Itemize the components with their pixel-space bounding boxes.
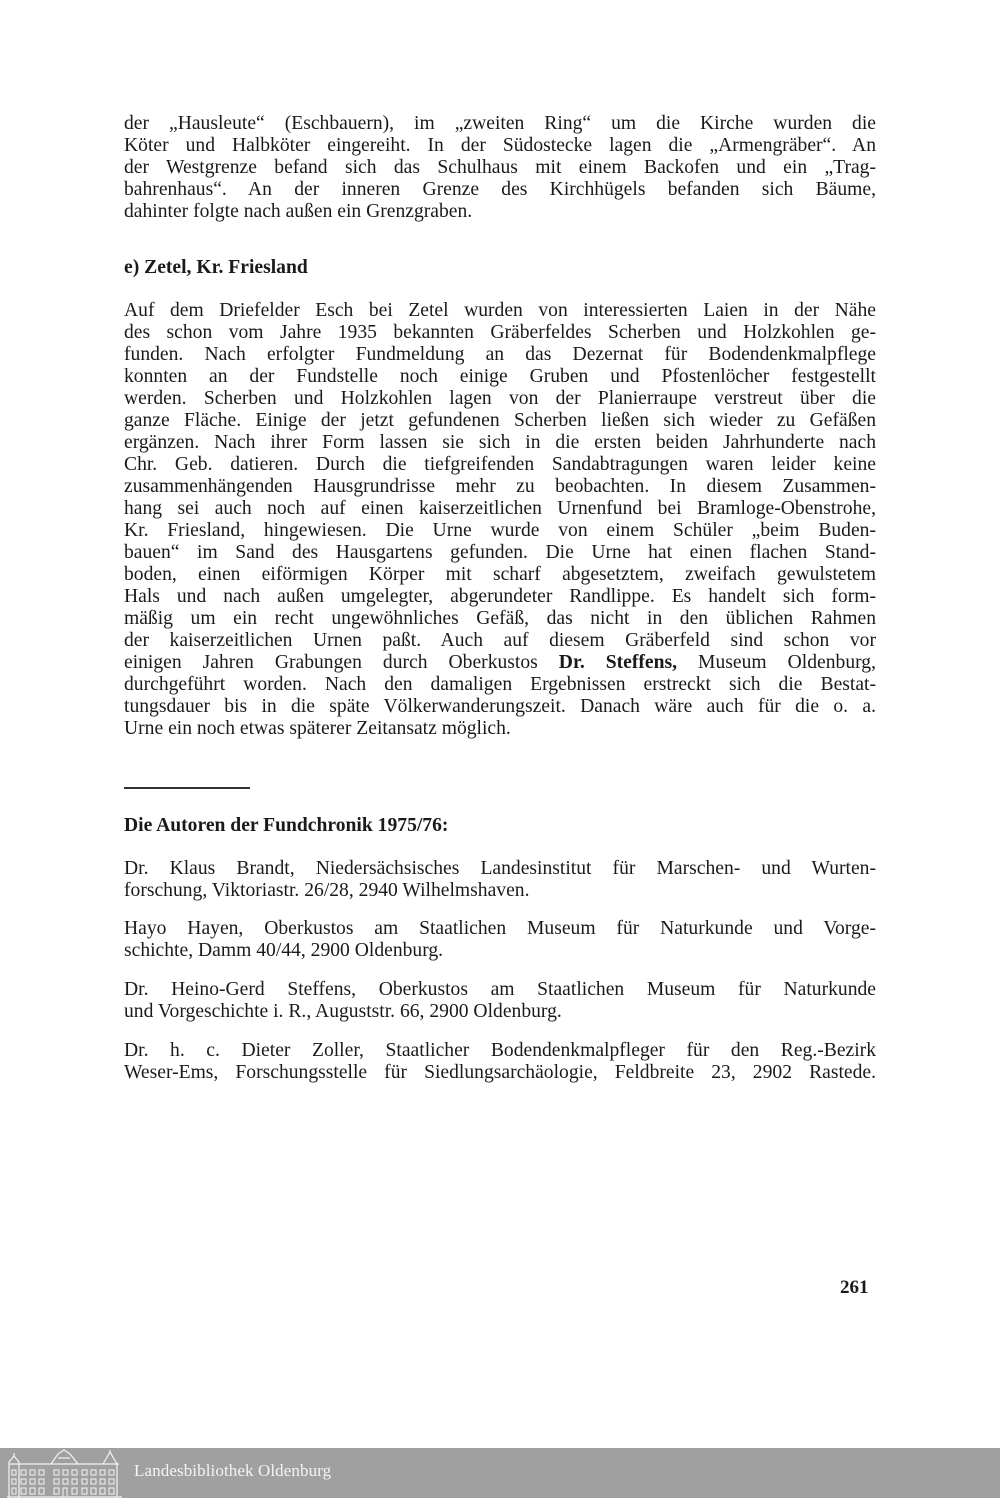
text-line: Dr. Klaus Brandt, Niedersächsisches Landesinstitut für Marschen- und Wurten- [124, 858, 876, 879]
library-name: Landesbibliothek Oldenburg [134, 1461, 332, 1480]
section-heading: e) Zetel, Kr. Friesland [124, 257, 308, 278]
bold-author-name: Dr. Steffens, [558, 652, 678, 673]
text-line: und Vorgeschichte i. R., Auguststr. 66, 2900 Oldenburg. [124, 1001, 562, 1022]
text-line: Hayo Hayen, Oberkustos am Staatlichen Museum für Naturkunde und Vorge- [124, 918, 876, 939]
zetel-paragraph [124, 300, 876, 740]
text-line: bahrenhaus“. An der inneren Grenze des Kirchhügels befanden sich Bäume, [124, 179, 876, 200]
text-line: Hals und nach außen umgelegter, abgerundeter Randlippe. Es handelt sich form- [124, 586, 876, 607]
text-line: Weser-Ems, Forschungsstelle für Siedlungsarchäologie, Feldbreite 23, 2902 Rastede. [124, 1062, 876, 1083]
section-divider-rule [124, 787, 250, 789]
text-line: durchgeführt worden. Nach den damaligen Ergebnissen erstreckt sich die Bestat- [124, 674, 876, 695]
author-entry [124, 1040, 876, 1084]
text-line: hang sei auch noch auf einen kaiserzeitlichen Urnenfund bei Bramloge-Obenstrohe, [124, 498, 876, 519]
footer-bar [0, 1448, 1000, 1498]
text-line: zusammenhängenden Hausgrundrisse mehr zu beobachten. In diesem Zusammen- [124, 476, 876, 497]
page-number: 261 [840, 1277, 869, 1298]
text-segment: einigen Jahren Grabungen durch Oberkustos [124, 652, 559, 673]
text-line: Köter und Halbköter eingereiht. In der Südostecke lagen die „Armengräber“. An [124, 135, 876, 156]
text-line: Urne ein noch etwas späterer Zeitansatz möglich. [124, 718, 511, 739]
text-segment: Museum Oldenburg, [677, 652, 876, 673]
intro-paragraph [124, 113, 876, 223]
text-line: der Westgrenze befand sich das Schulhaus mit einem Backofen und ein „Trag- [124, 157, 876, 178]
text-line: des schon vom Jahre 1935 bekannten Gräberfeldes Scherben und Holzkohlen ge- [124, 322, 876, 343]
text-line: konnten an der Fundstelle noch einige Gruben und Pfostenlöcher festgestellt [124, 366, 876, 387]
library-building-icon [6, 1448, 124, 1498]
text-line: der kaiserzeitlichen Urnen paßt. Auch auf diesem Gräberfeld sind schon vor [124, 630, 876, 651]
text-line: Kr. Friesland, hingewiesen. Die Urne wurde von einem Schüler „beim Buden- [124, 520, 876, 541]
text-line: der „Hausleute“ (Eschbauern), im „zweiten Ring“ um die Kirche wurden die [124, 113, 876, 134]
author-entry [124, 858, 876, 902]
author-entry [124, 918, 876, 962]
text-line: mäßig um ein recht ungewöhnliches Gefäß, das nicht in den üblichen Rahmen [124, 608, 876, 629]
text-line: Auf dem Driefelder Esch bei Zetel wurden von interessierten Laien in der Nähe [124, 300, 876, 321]
text-line: Chr. Geb. datieren. Durch die tiefgreifenden Sandabtragungen waren leider keine [124, 454, 876, 475]
text-line: bauen“ im Sand des Hausgartens gefunden. Die Urne hat einen flachen Stand- [124, 542, 876, 563]
text-line: Dr. h. c. Dieter Zoller, Staatlicher Bodendenkmalpfleger für den Reg.-Bezirk [124, 1040, 876, 1061]
text-line: ergänzen. Nach ihrer Form lassen sie sich in die ersten beiden Jahrhunderte nach [124, 432, 876, 453]
text-line-with-bold [124, 652, 876, 674]
text-line: funden. Nach erfolgter Fundmeldung an das Dezernat für Bodendenkmalpflege [124, 344, 876, 365]
text-line: Dr. Heino-Gerd Steffens, Oberkustos am Staatlichen Museum für Naturkunde [124, 979, 876, 1000]
text-line: tungsdauer bis in die späte Völkerwanderungszeit. Danach wäre auch für die o. a. [124, 696, 876, 717]
text-line: schichte, Damm 40/44, 2900 Oldenburg. [124, 940, 444, 961]
text-line: werden. Scherben und Holzkohlen lagen von der Planierraupe verstreut über die [124, 388, 876, 409]
author-entry [124, 979, 876, 1023]
text-line: dahinter folgte nach außen ein Grenzgraben. [124, 201, 473, 222]
text-line: forschung, Viktoriastr. 26/28, 2940 Wilhelmshaven. [124, 880, 530, 901]
text-line: boden, einen eiförmigen Körper mit scharf abgesetztem, zweifach gewulstetem [124, 564, 876, 585]
text-line: ganze Fläche. Einige der jetzt gefundenen Scherben ließen sich wieder zu Gefäßen [124, 410, 876, 431]
authors-heading: Die Autoren der Fundchronik 1975/76: [124, 815, 449, 836]
